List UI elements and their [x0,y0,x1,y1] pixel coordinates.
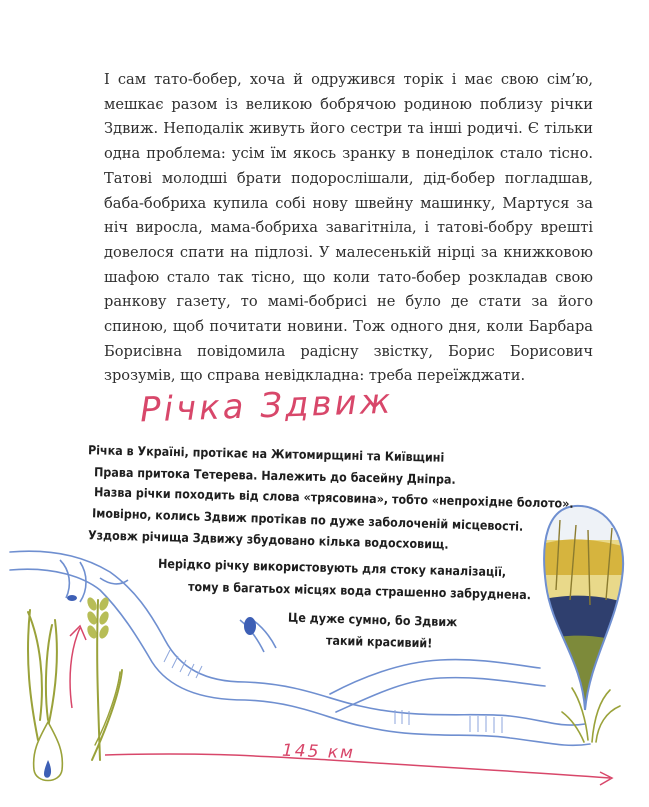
fact-line: Назва річки походить від слова «трясовина», тобто «непрохідне болото». [93,484,574,511]
fact-line: такий красивий! [325,632,433,651]
fact-line: Нерідко річку використовують для стоку каналізації, [157,555,507,580]
magnified-lens [540,500,630,720]
fact-line: Права притока Тетерева. Належить до басейну Дніпра. [93,464,456,487]
river-title: Річка Здвиж [139,381,394,431]
fact-line: Це дуже сумно, бо Здвиж [287,609,458,630]
story-text-block [104,68,593,389]
fact-line: Уздовж річища Здвижу збудовано кілька водосховищ. [87,527,449,552]
river-hatching [164,650,502,733]
distance-label: 145 км [281,740,356,764]
fact-line: Імовірно, колись Здвиж протікав по дуже заболоченій місцевості. [91,505,524,534]
grass-tuft [562,688,620,742]
fact-line: Річка в Україні, протікає на Житомирщині та Київщині [87,442,445,465]
story-paragraph: І сам тато-бобер, хоча й одружився торік і має свою сім’ю, мешкає разом із великою бобрячою родиною поблизу річки Здвиж. Неподалік живуть його сестри та інші родичі. Є тільки одна проблема: усім їм якось зранку в понеділок стало тісно. Татові молодші брати подорослішали, дід-бобер погладшав, баба-бобриха купила собі нову швейну машинку, Мартуся за ніч виросла, мама-бобриха завагітніла, і татові-бобру врешті довелося спати на підлозі. У малесенькій нірці за книжковою шафою стало так тісно, що коли тато-бобер розкладав свою ранкову газету, то мамі-бобрисі не було де стати за його спиною, щоб почитати новини. Тож одного дня, коли Барбара Борисівна повідомила радісну звістку, Борис Борисович зрозумів, що справа невідкладна: треба переїжджати. [104,71,593,385]
water-drop-icon [34,722,63,781]
fact-line: тому в багатьох місцях вода страшенно забруднена. [187,578,532,603]
